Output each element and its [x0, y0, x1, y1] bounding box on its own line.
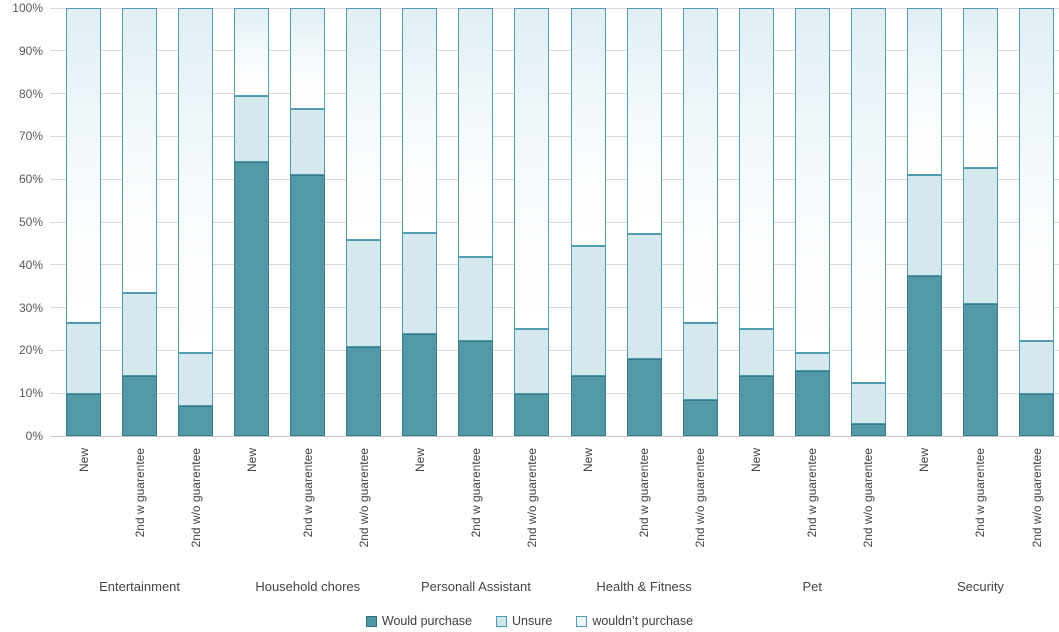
segment-would-purchase	[571, 376, 606, 436]
bar-entertainment-2nd-w-guarentee	[122, 8, 157, 436]
segment-would-purchase	[514, 394, 549, 436]
segment-wouldnt-purchase	[514, 8, 549, 329]
x-tick-label: New	[581, 448, 596, 473]
segment-wouldnt-purchase	[290, 8, 325, 109]
segment-unsure	[122, 293, 157, 376]
group-label-personall-assistant: Personall Assistant	[420, 579, 531, 594]
x-tick-label: 2nd w/o guarentee	[188, 448, 203, 548]
segment-would-purchase	[627, 359, 662, 436]
x-tick-label: 2nd w/o guarentee	[693, 448, 708, 548]
segment-unsure	[907, 175, 942, 276]
group-label-security: Security	[956, 579, 1004, 594]
x-tick-label: 2nd w guarentee	[468, 448, 483, 538]
segment-unsure	[795, 353, 830, 371]
x-tick-label: New	[76, 448, 91, 473]
y-tick-label: 30%	[18, 300, 43, 315]
segment-unsure	[739, 329, 774, 376]
x-tick-label: 2nd w/o guarentee	[356, 448, 371, 548]
segment-would-purchase	[683, 400, 718, 436]
bar-pet-2nd-w-guarentee	[795, 8, 830, 436]
y-tick-label: 100%	[12, 1, 43, 15]
legend-swatch-icon	[576, 616, 587, 627]
segment-unsure	[963, 168, 998, 304]
segment-wouldnt-purchase	[963, 8, 998, 168]
segment-wouldnt-purchase	[683, 8, 718, 323]
bar-security-2nd-w-guarentee	[963, 8, 998, 436]
segment-wouldnt-purchase	[627, 8, 662, 234]
segment-unsure	[66, 323, 101, 394]
x-tick-label: New	[917, 448, 932, 473]
segment-unsure	[178, 353, 213, 407]
x-tick-label: 2nd w guarentee	[300, 448, 315, 538]
x-tick-label: 2nd w guarentee	[973, 448, 988, 538]
x-axis-tick-labels	[0, 448, 1059, 578]
legend-item-2	[576, 614, 693, 628]
segment-unsure	[627, 234, 662, 359]
x-tick-label: New	[749, 448, 764, 473]
segment-wouldnt-purchase	[346, 8, 381, 240]
y-axis-tick-labels	[0, 0, 43, 460]
legend-swatch-icon	[496, 616, 507, 627]
segment-wouldnt-purchase	[402, 8, 437, 233]
segment-wouldnt-purchase	[907, 8, 942, 174]
y-tick-label: 50%	[18, 215, 43, 229]
x-axis-group-labels	[0, 579, 1059, 599]
segment-unsure	[1019, 341, 1054, 394]
segment-wouldnt-purchase	[66, 8, 101, 323]
bar-pet-new	[739, 8, 774, 436]
segment-wouldnt-purchase	[1019, 8, 1054, 341]
group-label-health-fitness: Health & Fitness	[596, 579, 692, 594]
x-tick-label: 2nd w/o guarentee	[524, 448, 539, 548]
segment-wouldnt-purchase	[795, 8, 830, 353]
segment-would-purchase	[346, 347, 381, 436]
group-label-household-chores: Household chores	[255, 579, 361, 594]
plot-area	[50, 8, 1059, 436]
segment-wouldnt-purchase	[571, 8, 606, 246]
bar-pet-2nd-w-o-guarentee	[851, 8, 886, 436]
segment-would-purchase	[402, 334, 437, 436]
bar-health-fitness-2nd-w-guarentee	[627, 8, 662, 436]
segment-would-purchase	[122, 376, 157, 436]
y-tick-label: 10%	[18, 386, 43, 401]
segment-unsure	[346, 240, 381, 347]
legend-item-1	[496, 614, 552, 628]
y-tick-label: 20%	[18, 343, 43, 358]
legend-item-0	[366, 614, 472, 628]
legend-swatch-icon	[366, 616, 377, 627]
legend-label: Would purchase	[381, 614, 473, 628]
segment-would-purchase	[1019, 394, 1054, 436]
segment-wouldnt-purchase	[851, 8, 886, 383]
bar-security-2nd-w-o-guarentee	[1019, 8, 1054, 436]
segment-wouldnt-purchase	[234, 8, 269, 96]
bar-personall-assistant-2nd-w-o-guarentee	[514, 8, 549, 436]
group-label-pet: Pet	[802, 579, 823, 594]
y-tick-label: 90%	[18, 43, 43, 58]
segment-would-purchase	[907, 276, 942, 437]
segment-unsure	[402, 233, 437, 334]
bar-household-chores-2nd-w-guarentee	[290, 8, 325, 436]
chart-legend	[0, 611, 1059, 631]
x-tick-label: 2nd w/o guarentee	[1029, 448, 1044, 548]
segment-would-purchase	[290, 175, 325, 437]
segment-would-purchase	[178, 406, 213, 436]
segment-would-purchase	[66, 394, 101, 436]
segment-would-purchase	[234, 162, 269, 436]
segment-wouldnt-purchase	[178, 8, 213, 353]
bar-personall-assistant-2nd-w-guarentee	[458, 8, 493, 436]
bar-health-fitness-2nd-w-o-guarentee	[683, 8, 718, 436]
bar-personall-assistant-new	[402, 8, 437, 436]
bar-health-fitness-new	[571, 8, 606, 436]
bar-household-chores-2nd-w-o-guarentee	[346, 8, 381, 436]
bar-entertainment-2nd-w-o-guarentee	[178, 8, 213, 436]
x-tick-label: New	[244, 448, 259, 473]
segment-would-purchase	[795, 371, 830, 436]
x-tick-label: 2nd w guarentee	[637, 448, 652, 538]
segment-unsure	[514, 329, 549, 394]
segment-wouldnt-purchase	[739, 8, 774, 329]
y-tick-label: 70%	[18, 129, 43, 144]
x-tick-label: New	[412, 448, 427, 473]
segment-wouldnt-purchase	[122, 8, 157, 293]
y-tick-label: 80%	[18, 86, 43, 101]
segment-unsure	[851, 383, 886, 425]
y-tick-label: 0%	[25, 429, 43, 443]
segment-unsure	[571, 246, 606, 377]
segment-would-purchase	[851, 424, 886, 436]
bar-entertainment-new	[66, 8, 101, 436]
legend-label: Unsure	[512, 614, 553, 628]
x-tick-label: 2nd w guarentee	[805, 448, 820, 538]
x-tick-label: 2nd w guarentee	[132, 448, 147, 538]
y-tick-label: 40%	[18, 257, 43, 272]
segment-would-purchase	[963, 304, 998, 436]
group-label-entertainment: Entertainment	[99, 579, 181, 594]
segment-unsure	[458, 257, 493, 340]
bar-security-new	[907, 8, 942, 436]
segment-would-purchase	[458, 341, 493, 436]
bar-household-chores-new	[234, 8, 269, 436]
legend-label: wouldn’t purchase	[592, 614, 694, 628]
segment-unsure	[683, 323, 718, 400]
segment-wouldnt-purchase	[458, 8, 493, 257]
segment-unsure	[234, 96, 269, 162]
y-tick-label: 60%	[18, 172, 43, 187]
x-tick-label: 2nd w/o guarentee	[861, 448, 876, 548]
segment-unsure	[290, 109, 325, 175]
segment-would-purchase	[739, 376, 774, 436]
